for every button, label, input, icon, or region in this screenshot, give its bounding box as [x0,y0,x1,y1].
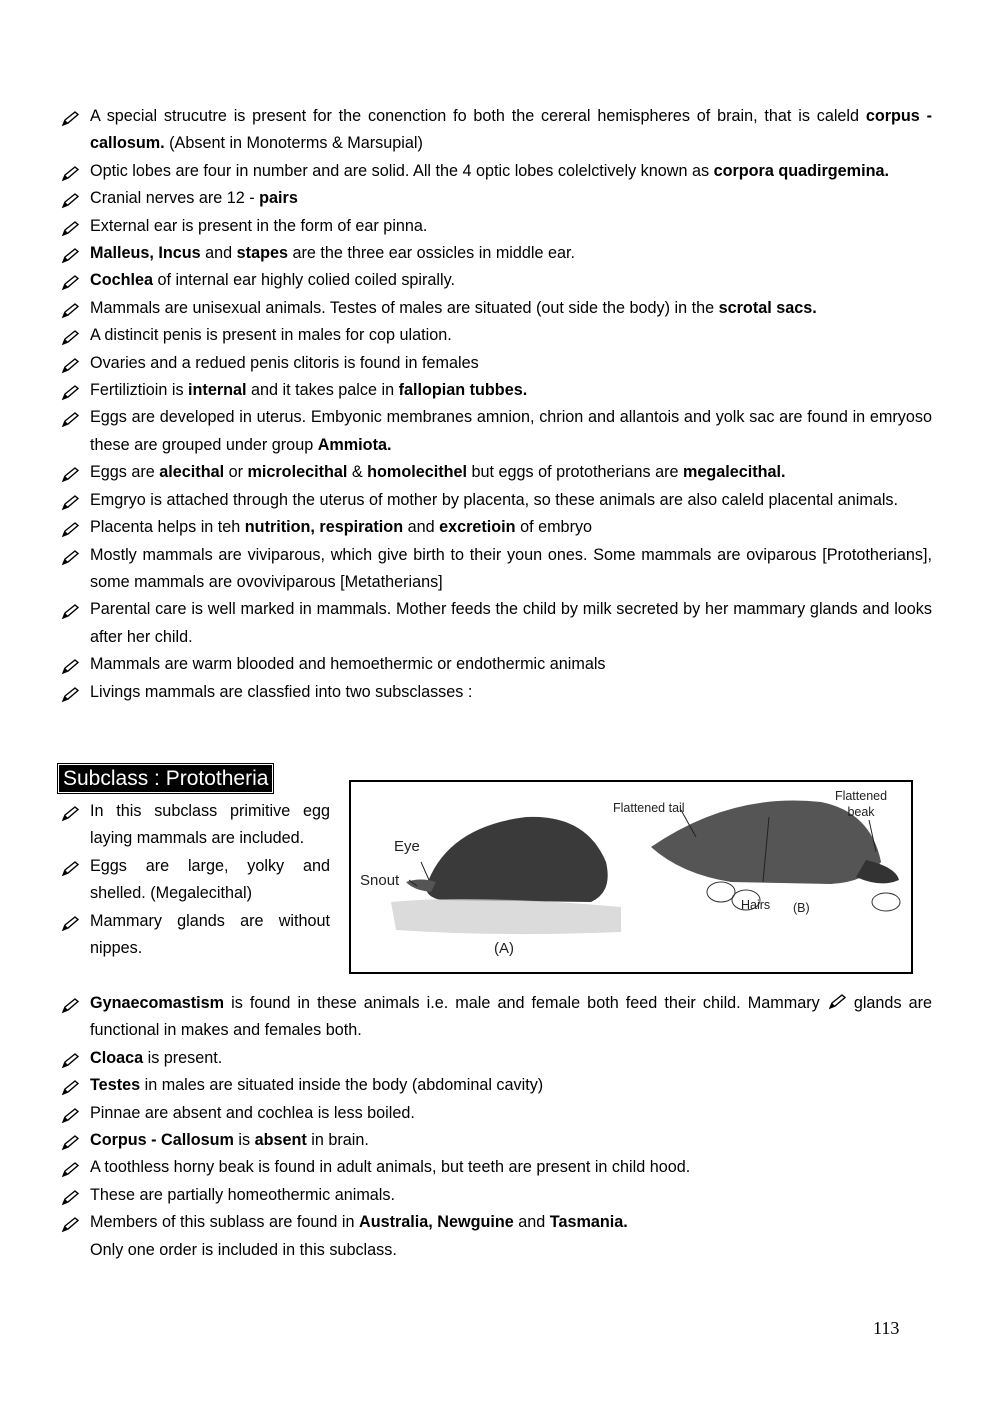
text-segment: of internal ear highly colied coiled spirally. [152,271,456,290]
echidna-drawing [391,817,621,934]
bullet-item [58,542,932,597]
bold-term: alecithal [159,463,225,482]
section-heading: Subclass : Prototheria [59,765,272,792]
bold-term: excretioin [439,518,516,537]
text-segment: Placenta helps in teh [90,518,245,537]
text-segment: Mammary glands are without nippes. [90,911,330,958]
bullet-item [58,908,330,963]
closing-line: Only one order is included in this subclass. [90,1240,397,1259]
pencil-bullet-icon [60,164,80,180]
text-segment: of embryo [515,518,593,537]
text-segment: Ovaries and a redued penis clitoris is found in females [90,353,479,372]
text-segment: in brain. [306,1131,369,1150]
text-segment: In this subclass primitive egg laying mammals are included. [90,802,330,848]
pencil-bullet-icon [60,383,80,399]
bullet-item [58,853,330,908]
pencil-bullet-icon [60,1215,80,1231]
pencil-bullet-icon [60,996,80,1012]
text-segment: or [224,463,248,482]
bold-term: Tasmania. [549,1213,628,1232]
bullet-item [58,1045,932,1072]
text-segment: but eggs of prototherians are [467,463,683,482]
bullet-item [58,267,932,294]
pencil-bullet-icon [60,602,80,618]
bullet-list-prototheria-intro [58,798,330,962]
pencil-bullet-icon [60,520,80,536]
pencil-bullet-icon [60,914,80,930]
bullet-item [58,350,932,377]
bullet-item [58,798,330,853]
bold-term: Australia, Newguine [359,1213,514,1232]
text-segment: and it takes palce in [246,381,399,400]
bold-term: corpus - callosum. [90,107,932,153]
bold-term: microlecithal [247,463,348,482]
bullet-item [58,1154,932,1181]
bold-term: Corpus - Callosum [90,1131,234,1150]
text-segment: External ear is present in the form of ear pinna. [90,216,428,235]
pencil-bullet-icon [60,493,80,509]
bold-term: nutrition, respiration [244,518,404,537]
bullet-item [58,1182,932,1209]
bold-term: Cochlea [90,271,153,290]
bold-term: corpora quadirgemina. [713,161,889,180]
bold-term: scrotal sacs. [718,298,817,317]
text-segment: glands are functional in makes and females both. [90,994,932,1040]
text-segment: Mostly mammals are viviparous, which give birth to their youn ones. Some mammals are oviparous [Prototherians], some mammals are ovoviviparous [Metatherians] [90,545,932,591]
text-segment: and [513,1213,550,1232]
text-segment: A toothless horny beak is found in adult animals, but teeth are present in child hood. [90,1158,691,1177]
bullet-item [58,651,932,678]
pencil-bullet-icon [60,191,80,207]
pencil-bullet-icon [60,804,80,820]
bullet-item [58,514,932,541]
text-segment: Emgryo is attached through the uterus of mother by placenta, so these animals are also caleld placental animals. [90,490,899,509]
bullet-list-prototheria-features [58,990,932,1264]
text-segment: and [200,244,237,263]
pencil-bullet-icon [60,301,80,317]
pencil-bullet-icon [60,685,80,701]
pencil-bullet-icon [60,1051,80,1067]
bold-term: Cloaca [90,1048,144,1067]
bold-term: homolecithel [367,463,467,482]
bold-term: pairs [259,189,298,208]
figure-echidna-platypus [349,780,913,974]
bold-term: Testes [90,1076,141,1095]
bold-term: Ammiota. [317,435,392,454]
text-segment: Eggs are [90,463,160,482]
pencil-bullet-icon [60,1106,80,1122]
text-segment: is [233,1131,255,1150]
bullet-item [58,185,932,212]
bullet-item [58,322,932,349]
bullet-item [58,295,932,322]
pencil-bullet-icon [60,109,80,125]
pencil-bullet-icon [60,465,80,481]
pencil-bullet-icon [60,1078,80,1094]
label-b: (B) [793,901,810,915]
pencil-bullet-icon [60,1133,80,1149]
pencil-bullet-icon [60,410,80,426]
bullet-item [58,1127,932,1154]
label-flattened-beak: Flattened beak [834,789,888,819]
text-segment: and [403,518,440,537]
pencil-bullet-icon [60,273,80,289]
text-segment: Parental care is well marked in mammals. Mother feeds the child by milk secreted by her mammary glands and looks after her child. [90,600,932,646]
text-segment: are the three ear ossicles in middle ear. [287,244,575,263]
bold-term: megalecithal. [682,463,786,482]
text-segment: Optic lobes are four in number and are solid. All the 4 optic lobes colelctively known as [90,161,714,180]
bullet-item [58,679,932,706]
pencil-bullet-icon [60,219,80,235]
pencil-bullet-icon [60,356,80,372]
pencil-bullet-icon [60,246,80,262]
text-segment: Pinnae are absent and cochlea is less boiled. [90,1103,415,1122]
bullet-item [58,103,932,158]
pencil-bullet-icon [60,328,80,344]
bullet-item [58,404,932,459]
page-number: 113 [873,1318,900,1338]
text-segment: Members of this sublass are found in [90,1213,360,1232]
pencil-bullet-icon [60,548,80,564]
pencil-icon [827,992,847,1008]
text-segment: Mammals are unisexual animals. Testes of males are situated (out side the body) in the [90,298,719,317]
text-segment: is found in these animals i.e. male and female both feed their child. Mammary [224,994,827,1012]
bold-term: stapes [236,244,288,263]
text-segment: is present. [143,1048,223,1067]
bullet-item [58,459,932,486]
bold-term: fallopian tubbes. [398,381,528,400]
bullet-list-mammal-features [58,103,932,706]
text-segment: (Absent in Monoterms & Marsupial) [164,134,423,153]
label-snout: Snout [360,872,400,889]
label-a: (A) [494,940,514,957]
bullet-item [58,213,932,240]
text-segment: Fertiliztioin is [90,381,189,400]
text-segment: Eggs are large, yolky and shelled. (Megalecithal) [90,856,330,903]
text-segment: Mammals are warm blooded and hemoethermic or endothermic animals [90,655,606,674]
pencil-bullet-icon [60,1160,80,1176]
text-segment: A special strucutre is present for the conenction fo both the cereral hemispheres of brain, that is caleld [90,107,866,125]
bullet-item [58,240,932,267]
bullet-item [58,377,932,404]
pencil-bullet-icon [60,657,80,673]
bullet-item [58,487,932,514]
text-segment: These are partially homeothermic animals. [90,1185,395,1204]
bullet-item [58,158,932,185]
bullet-item [58,596,932,651]
bold-term: Malleus, Incus [90,244,201,263]
pencil-bullet-icon [60,859,80,875]
bold-term: internal [188,381,247,400]
bullet-item [58,1072,932,1099]
pencil-bullet-icon [60,1188,80,1204]
text-segment: A distincit penis is present in males for cop ulation. [90,326,452,345]
bullet-item [58,1209,932,1236]
text-segment: Eggs are developed in uterus. Embyonic membranes amnion, chrion and allantois and yolk sac are found in emryoso these are grouped under group [90,408,932,454]
text-segment: & [347,463,368,482]
bold-term: absent [254,1131,307,1150]
bold-term: Gynaecomastism [90,994,225,1012]
label-eye: Eye [394,838,420,855]
text-segment: in males are situated inside the body (abdominal cavity) [140,1076,544,1095]
label-flattened-tail: Flattened tail [613,801,685,815]
text-segment: Livings mammals are classfied into two subsclasses : [90,682,473,701]
label-hairs: Hairs [741,898,771,912]
text-segment: Cranial nerves are 12 - [90,189,260,208]
bullet-item [58,990,932,1045]
bullet-item [58,1100,932,1127]
